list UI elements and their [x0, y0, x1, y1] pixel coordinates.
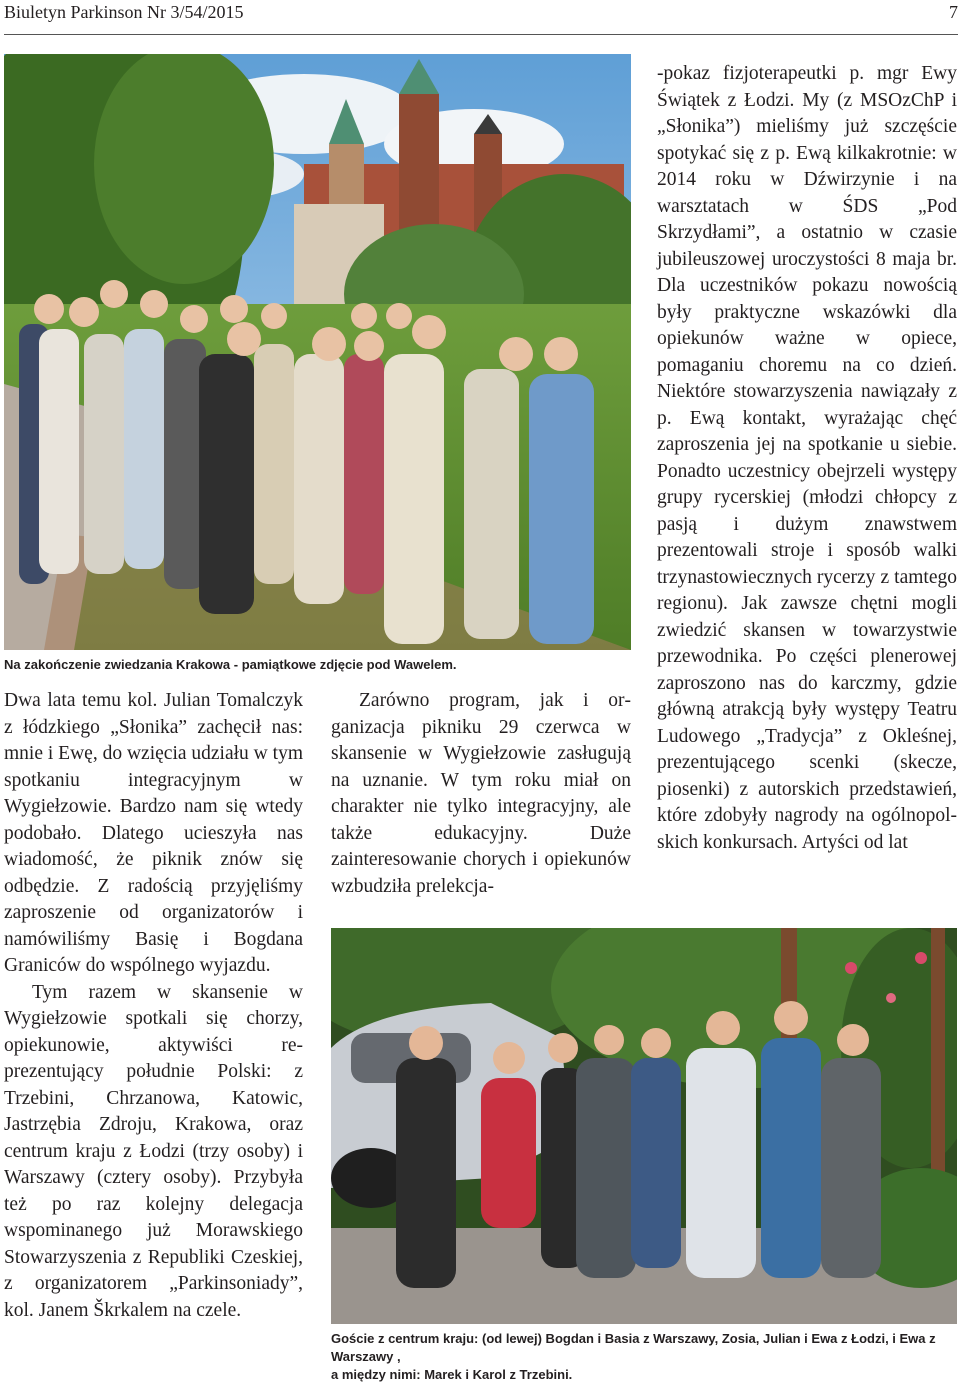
paragraph: Zarówno program, jak i organizacja pikniku 29 czerwca w skansenie w Wygiełzowie zasługują na uznanie. W tym roku miał on charakter nie tylko integracyjny, ale także edukacyjny. Duże zainteresowanie chorych i opiekunów wzbudziła prelekcja-	[331, 690, 631, 897]
article-column-2	[331, 688, 631, 900]
paragraph: Tym razem w skansenie w Wygiełzowie spotkali się chorzy, opiekunowie, aktywiści reprezentujący południe Polski: z Trzebini, Chrzanowa, Katowic, Jastrzębia Zdroju, Krakowa, oraz centrum kraju z Łodzi (trzy osoby) i Warszawy (cztery osoby). Przybyła też po raz kolejny delegacja wspominanego już Morawskiego Stowarzyszenia z Republiki Czeskiej, z organizatorem „Parkinsoniady”, kol. Janem Škrkalem na czele.	[4, 981, 303, 1321]
article-column-1	[4, 688, 303, 1324]
paragraph: -pokaz fizjoterapeutki p. mgr Ewy Świątek z Łodzi. My (z MSOzChP i „Słonika”) mieliśmy już szczęście spotykać się z p. Ewą kilkakrotnie: w 2014 roku w Dźwirzynie i na warsztatach w ŚDS „Pod Skrzydłami”, a ostatnio w czasie jubileuszowej uroczystości 8 maja br. Dla uczestników pokazu nowością były praktyczne wskazówki dla opiekunów ważne w opiece, pomaganiu choremu na co dzień. Niektóre stowarzyszenia nawiązały z p. Ewą kontakt, wyrażając chęć zaproszenia jej na spotkanie u siebie. Ponadto uczestnicy obejrzeli występy grupy rycerskiej (młodzi chłopcy z pasją i dużym znawstwem prezentowali stroje i sposób walki trzynastowiecznych rycerzy z tamtego regionu). Jak zawsze chętni mogli zwiedzić skansen w towarzystwie przewodnika. Po części plenerowej zaproszono nas do karczmy, gdzie główną atrakcją były występy Teatru Ludowego „Tradycja” z Okleśnej, prezentującego scenki (skecze, piosenki) z autorskich przedstawień, które zdobyły nagrody na ogólnopolskich konkursach. Artyści od lat	[657, 63, 957, 853]
page-header	[4, 0, 958, 35]
article-column-3	[657, 61, 957, 856]
guests-group-photo	[331, 928, 957, 1324]
bulletin-title: Biuletyn Parkinson Nr 3/54/2015	[4, 2, 244, 22]
caption-line: Goście z centrum kraju: (od lewej) Bogdan i Basia z Warszawy, Zosia, Julian i Ewa z Łodzi, i Ewa z Warszawy ,	[331, 1331, 936, 1364]
wawel-group-photo	[4, 54, 631, 650]
paragraph: Dwa lata temu kol. Julian Tomalczyk z łódzkiego „Słonika” zachęcił nas: mnie i Ewę, do wzięcia udziału w tym spotkaniu integracyjnym w Wygiełzowie. Bardzo nam się wtedy podobało. Dlatego ucieszyła nas wiadomość, że piknik znów się odbędzie. Z radością przyjęliśmy zaproszenie od organizatorów i namówiliśmy Basię i Bogdana Graniców do wspólnego wyjazdu.	[4, 690, 303, 976]
bottom-photo-caption	[331, 1330, 960, 1384]
page-number: 7	[949, 2, 958, 22]
top-photo-caption: Na zakończenie zwiedzania Krakowa - pamiątkowe zdjęcie pod Wawelem.	[4, 657, 457, 672]
caption-line: a między nimi: Marek i Karol z Trzebini.	[331, 1367, 573, 1382]
